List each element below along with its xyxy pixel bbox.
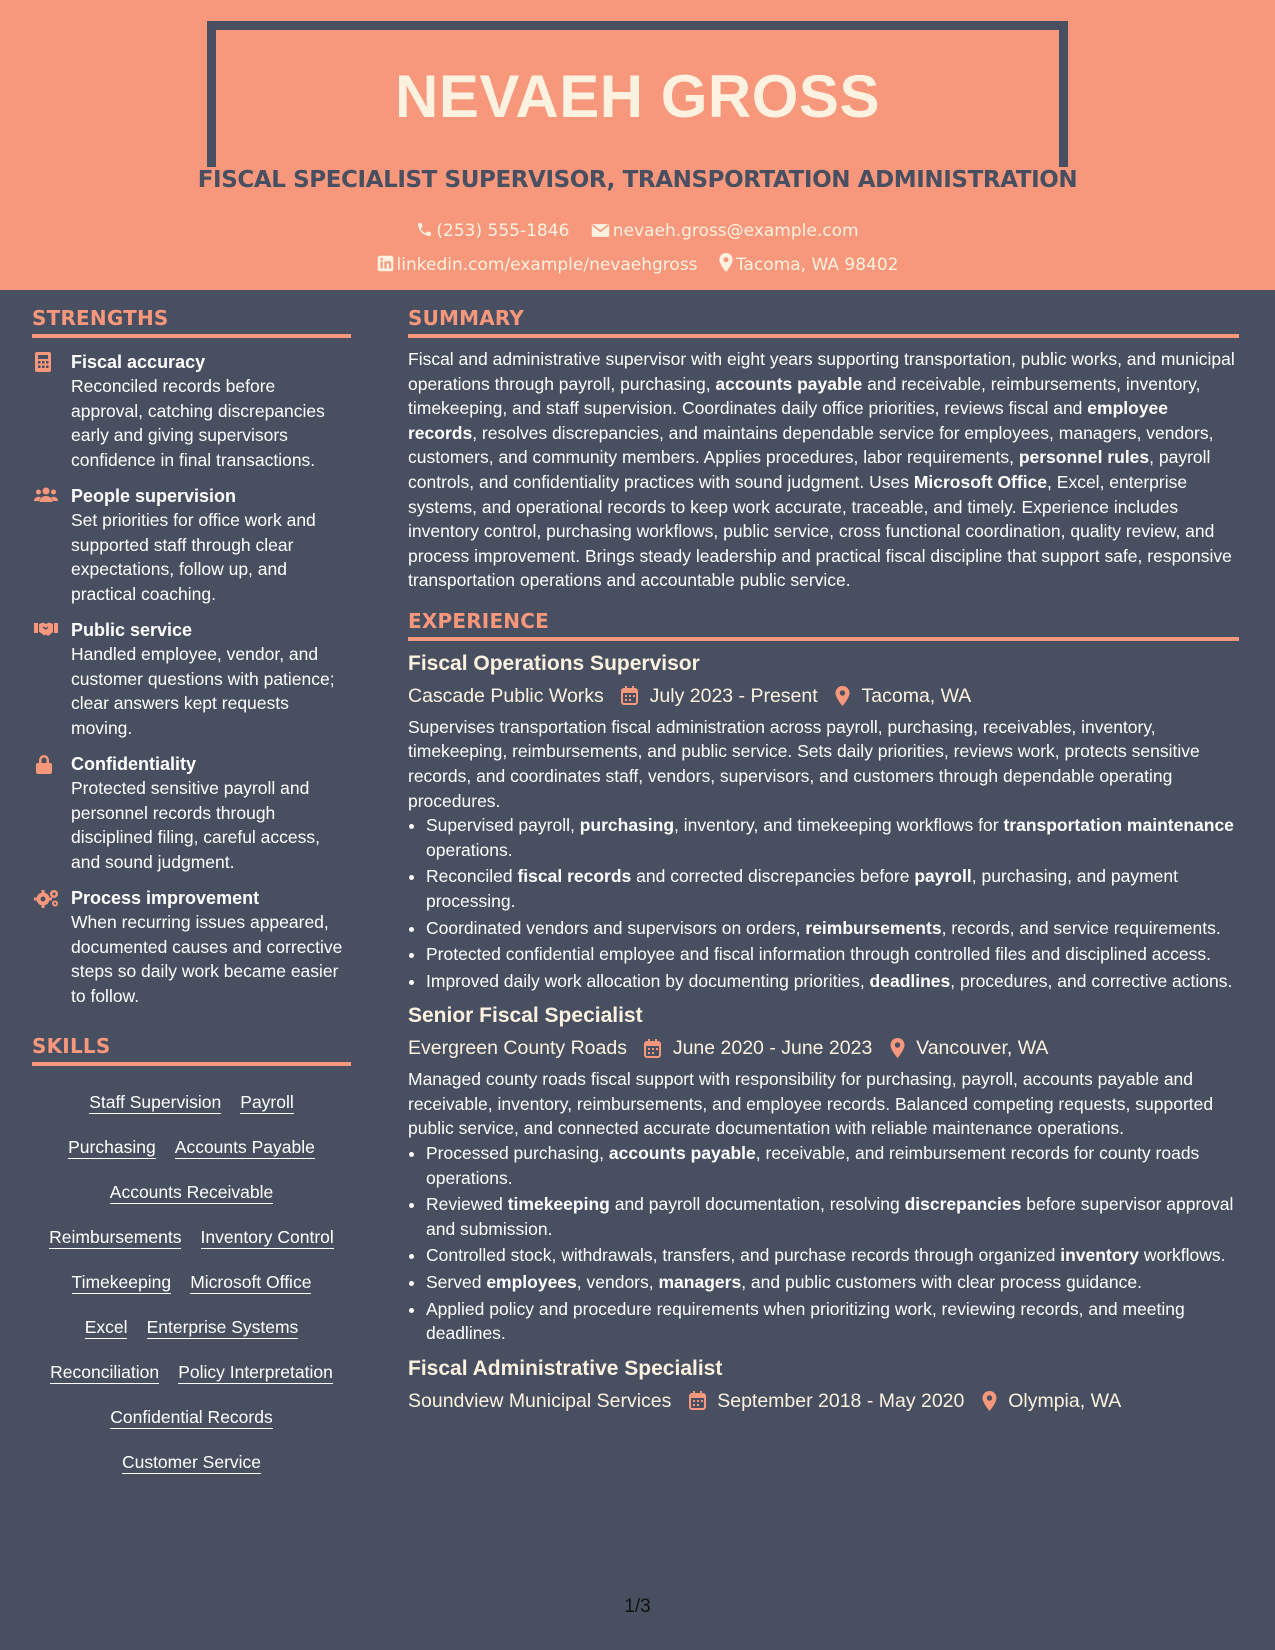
job-location: Olympia, WA (1008, 1389, 1122, 1412)
skills-list (32, 1080, 351, 1485)
skills-row (32, 1125, 351, 1170)
bold-keyword: inventory (1060, 1245, 1139, 1266)
job-bullet: • Coordinated vendors and supervisors on orders, reimbursements, records, and service requirements. (426, 916, 1239, 941)
strength-name: Confidentiality (71, 754, 196, 774)
skill-tag: Enterprise Systems (146, 1317, 299, 1337)
linkedin[interactable] (377, 255, 698, 275)
job-bullets (408, 1141, 1239, 1346)
phone-text: (253) 555-1846 (436, 221, 570, 241)
job-bullet: • Reconciled fiscal records and corrected discrepancies before payroll, purchasing, and payment processing. (426, 864, 1239, 913)
skill-tag: Microsoft Office (190, 1272, 312, 1292)
bold-keyword: timekeeping (507, 1194, 610, 1215)
skills-row (32, 1080, 351, 1125)
skill-tag: Excel (84, 1317, 128, 1337)
strength-name: Process improvement (71, 888, 260, 908)
skills-row (32, 1440, 351, 1485)
users-icon (34, 486, 58, 508)
skill-tag: Accounts Receivable (109, 1182, 274, 1202)
gears-icon (34, 888, 60, 912)
skill-tag: Policy Interpretation (178, 1362, 333, 1382)
bold-keyword: employees (486, 1271, 577, 1292)
strength-desc: Protected sensitive payroll and personnel records through disciplined filing, careful access, and sound judgment. (71, 778, 321, 872)
strength-name: People supervision (71, 486, 237, 506)
skill-tag: Confidential Records (110, 1407, 273, 1427)
job-entry (408, 1355, 1239, 1414)
map-pin-icon (890, 1038, 905, 1058)
left-column (32, 306, 351, 1485)
job-bullet: • Controlled stock, withdrawals, transfers, and purchase records through organized inventory workflows. (426, 1243, 1239, 1268)
bold-keyword: transportation maintenance (1003, 815, 1234, 836)
job-title: FISCAL SPECIALIST SUPERVISOR, TRANSPORTATION ADMINISTRATION (197, 167, 1078, 193)
skills-row (32, 1350, 351, 1395)
lock-icon (34, 754, 54, 778)
job-description: Managed county roads fiscal support with responsibility for purchasing, payroll, accounts payable and receivable, inventory, reimbursements, and employee records. Balanced competing requests, supported public service, and connected accurate documentation with reliable maintenance operations. (408, 1069, 1214, 1139)
skills-row (32, 1260, 351, 1305)
linkedin-text: linkedin.com/example/nevaehgross (396, 255, 698, 275)
strength-desc: Set priorities for office work and supported staff through clear expectations, follow up, and practical coaching. (71, 510, 316, 604)
contact-row-2 (0, 253, 1275, 275)
skills-row (32, 1395, 351, 1440)
skill-tag: Payroll (240, 1092, 294, 1112)
strength-item (32, 484, 351, 606)
bold-keyword: reimbursements (805, 917, 942, 938)
phone[interactable] (416, 221, 569, 241)
experience-heading: EXPERIENCE (408, 609, 1239, 641)
skill-tag: Reconciliation (50, 1362, 160, 1382)
job-bullet: • Reviewed timekeeping and payroll documentation, resolving discrepancies before supervisor approval and submission. (426, 1192, 1239, 1241)
email[interactable] (591, 221, 859, 241)
location (719, 253, 899, 275)
map-pin-icon (982, 1391, 997, 1411)
bold-keyword: personnel rules (1018, 447, 1150, 468)
strength-desc: Handled employee, vendor, and customer questions with patience; clear answers kept requests moving. (71, 644, 335, 738)
job-bullet: • Supervised payroll, purchasing, inventory, and timekeeping workflows for transportation maintenance operations. (426, 813, 1239, 862)
job-location: Tacoma, WA (861, 684, 972, 707)
handshake-icon (34, 620, 58, 642)
skills-row (32, 1215, 351, 1260)
strengths-heading: STRENGTHS (32, 306, 351, 338)
job-meta (408, 1034, 1239, 1061)
bold-keyword: purchasing (579, 815, 675, 836)
right-column (408, 306, 1239, 1414)
map-pin-icon (835, 686, 850, 706)
bold-keyword: discrepancies (904, 1194, 1022, 1215)
job-entry (408, 650, 1239, 993)
job-meta (408, 1387, 1239, 1414)
bold-keyword: accounts payable (608, 1142, 756, 1163)
bold-keyword: managers (658, 1271, 742, 1292)
summary-text: Fiscal and administrative supervisor with eight years supporting transportation, public works, and municipal operations through payroll, purchasing, accounts payable and receivable, reimbursements, inventory, timekeeping, and staff supervision. Coordinates daily office priorities, reviews fiscal and employee records, resolves discrepancies, and maintains dependable service for employees, managers, vendors, customers, and community members. Applies procedures, labor requirements, personnel rules, payroll controls, and confidentiality practices with sound judgment. Uses Microsoft Office, Excel, enterprise systems, and operational records to keep work accurate, traceable, and timely. Experience includes inventory control, purchasing workflows, public service, cross functional coordination, quality review, and process improvement. Brings steady leadership and practical fiscal discipline that support safe, responsive transportation operations and accountable public service. (408, 349, 1235, 591)
skill-tag: Accounts Payable (174, 1137, 315, 1157)
phone-icon (416, 221, 433, 238)
strength-item (32, 618, 351, 740)
job-entry-title: Fiscal Administrative Specialist (408, 1356, 723, 1380)
strength-name: Fiscal accuracy (71, 352, 206, 372)
job-dates: June 2020 - June 2023 (672, 1037, 873, 1060)
skills-row (32, 1170, 351, 1215)
calendar-icon (621, 686, 638, 705)
strength-item (32, 886, 351, 1008)
summary-heading: SUMMARY (408, 306, 1239, 338)
job-meta (408, 682, 1239, 709)
strength-name: Public service (71, 620, 193, 640)
strength-desc: Reconciled records before approval, catching discrepancies early and giving supervisors confidence in final transactions. (71, 376, 325, 470)
calendar-icon (689, 1391, 706, 1410)
bold-keyword: payroll (914, 866, 972, 887)
bold-keyword: fiscal records (517, 866, 632, 887)
job-description: Supervises transportation fiscal administration across payroll, purchasing, receivables, inventory, timekeeping, reimbursements, and public service. Sets daily priorities, reviews work, protects sensitive records, and coordinates staff, vendors, supervisors, and customers through dependable operating procedures. (408, 716, 1200, 811)
skill-tag: Inventory Control (200, 1227, 334, 1247)
job-bullet: • Processed purchasing, accounts payable, receivable, and reimbursement records for county roads operations. (426, 1141, 1239, 1190)
skills-heading: SKILLS (32, 1034, 351, 1066)
bold-keyword: Microsoft Office (913, 471, 1048, 492)
job-dates: July 2023 - Present (649, 684, 818, 707)
calculator-icon (34, 352, 52, 376)
job-entry-title: Senior Fiscal Specialist (408, 1004, 643, 1028)
location-text: Tacoma, WA 98402 (735, 255, 899, 275)
contact-row-1 (0, 221, 1275, 241)
email-text: nevaeh.gross@example.com (612, 221, 859, 241)
candidate-name: NEVAEH GROSS (395, 63, 880, 130)
job-bullet: • Protected confidential employee and fiscal information through controlled files and disciplined access. (426, 942, 1239, 967)
skills-row (32, 1305, 351, 1350)
bold-keyword: accounts payable (715, 373, 863, 394)
bold-keyword: employee records (408, 398, 1169, 443)
map-pin-icon (719, 253, 733, 272)
skill-tag: Staff Supervision (89, 1092, 222, 1112)
strength-item (32, 752, 351, 874)
skill-tag: Reimbursements (49, 1227, 182, 1247)
job-company: Cascade Public Works (408, 684, 604, 707)
skill-tag: Timekeeping (71, 1272, 172, 1292)
job-dates: September 2018 - May 2020 (717, 1389, 965, 1412)
skill-tag: Purchasing (68, 1137, 156, 1157)
job-location: Vancouver, WA (916, 1037, 1049, 1060)
job-bullets (408, 813, 1239, 993)
bold-keyword: deadlines (869, 970, 951, 991)
job-company: Evergreen County Roads (408, 1037, 627, 1060)
resume-header (0, 0, 1275, 290)
strength-item (32, 350, 351, 472)
job-bullet: • Applied policy and procedure requirements when prioritizing work, reviewing records, and meeting deadlines. (426, 1297, 1239, 1346)
skill-tag: Customer Service (121, 1452, 262, 1472)
job-entry (408, 1002, 1239, 1345)
calendar-icon (644, 1039, 661, 1058)
page-number: 1/3 (624, 1596, 651, 1617)
job-bullet: • Served employees, vendors, managers, and public customers with clear process guidance. (426, 1270, 1239, 1295)
job-company: Soundview Municipal Services (408, 1389, 672, 1412)
linkedin-icon (377, 255, 394, 272)
job-entry-title: Fiscal Operations Supervisor (408, 651, 700, 675)
strength-desc: When recurring issues appeared, documented causes and corrective steps so daily work became easier to follow. (71, 912, 343, 1006)
envelope-icon (591, 223, 610, 238)
job-bullet: • Improved daily work allocation by documenting priorities, deadlines, procedures, and corrective actions. (426, 969, 1239, 994)
